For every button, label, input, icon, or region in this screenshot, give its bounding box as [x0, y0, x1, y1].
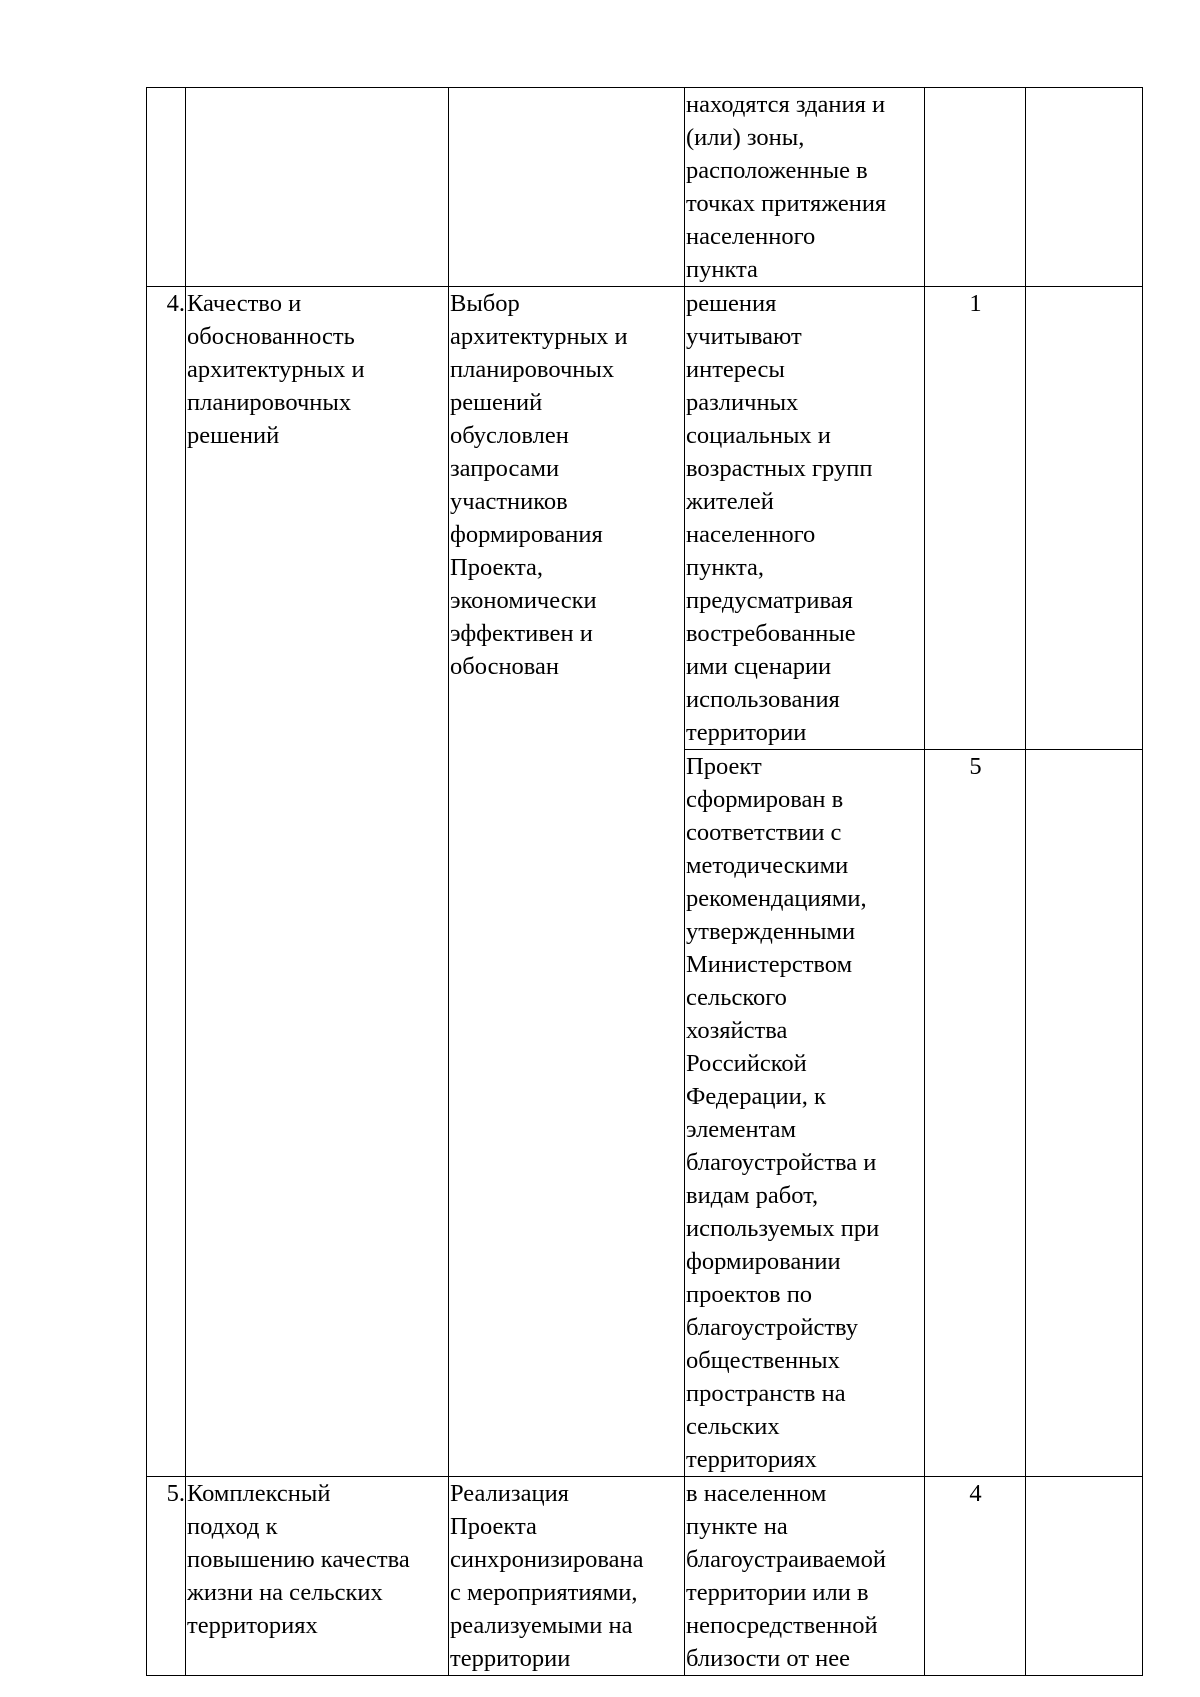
table-row	[147, 287, 1143, 750]
extra-cell	[1026, 1477, 1143, 1676]
description-cell: Реализация Проекта синхронизирована с мероприятиями, реализуемыми на территории	[449, 1477, 685, 1676]
criterion-cell: Комплексный подход к повышению качества жизни на сельских территориях	[186, 1477, 449, 1676]
description-cell: Выбор архитектурных и планировочных решений обусловлен запросами участников формирования Проекта, экономически эффективен и обоснован	[449, 287, 685, 1477]
table-row	[147, 88, 1143, 287]
description-cell	[449, 88, 685, 287]
score-cell	[925, 88, 1026, 287]
score-cell: 4	[925, 1477, 1026, 1676]
row-number: 4.	[147, 287, 186, 1477]
score-cell: 1	[925, 287, 1026, 750]
row-number	[147, 88, 186, 287]
criteria-table	[146, 87, 1143, 1676]
extra-cell	[1026, 287, 1143, 750]
criterion-cell: Качество и обоснованность архитектурных и планировочных решений	[186, 287, 449, 1477]
condition-cell: в населенном пункте на благоустраиваемой территории или в непосредственной близости от нее	[685, 1477, 925, 1676]
row-number: 5.	[147, 1477, 186, 1676]
criterion-cell	[186, 88, 449, 287]
extra-cell	[1026, 88, 1143, 287]
table-row	[147, 1477, 1143, 1676]
extra-cell	[1026, 750, 1143, 1477]
condition-cell: находятся здания и (или) зоны, расположенные в точках притяжения населенного пункта	[685, 88, 925, 287]
condition-cell: Проект сформирован в соответствии с методическими рекомендациями, утвержденными Министерством сельского хозяйства Российской Федерации, к элементам благоустройства и видам работ, используемых при формировании проектов по благоустройству общественных пространств на сельских территориях	[685, 750, 925, 1477]
score-cell: 5	[925, 750, 1026, 1477]
condition-cell: решения учитывают интересы различных социальных и возрастных групп жителей населенного пункта, предусматривая востребованные ими сценарии использования территории	[685, 287, 925, 750]
